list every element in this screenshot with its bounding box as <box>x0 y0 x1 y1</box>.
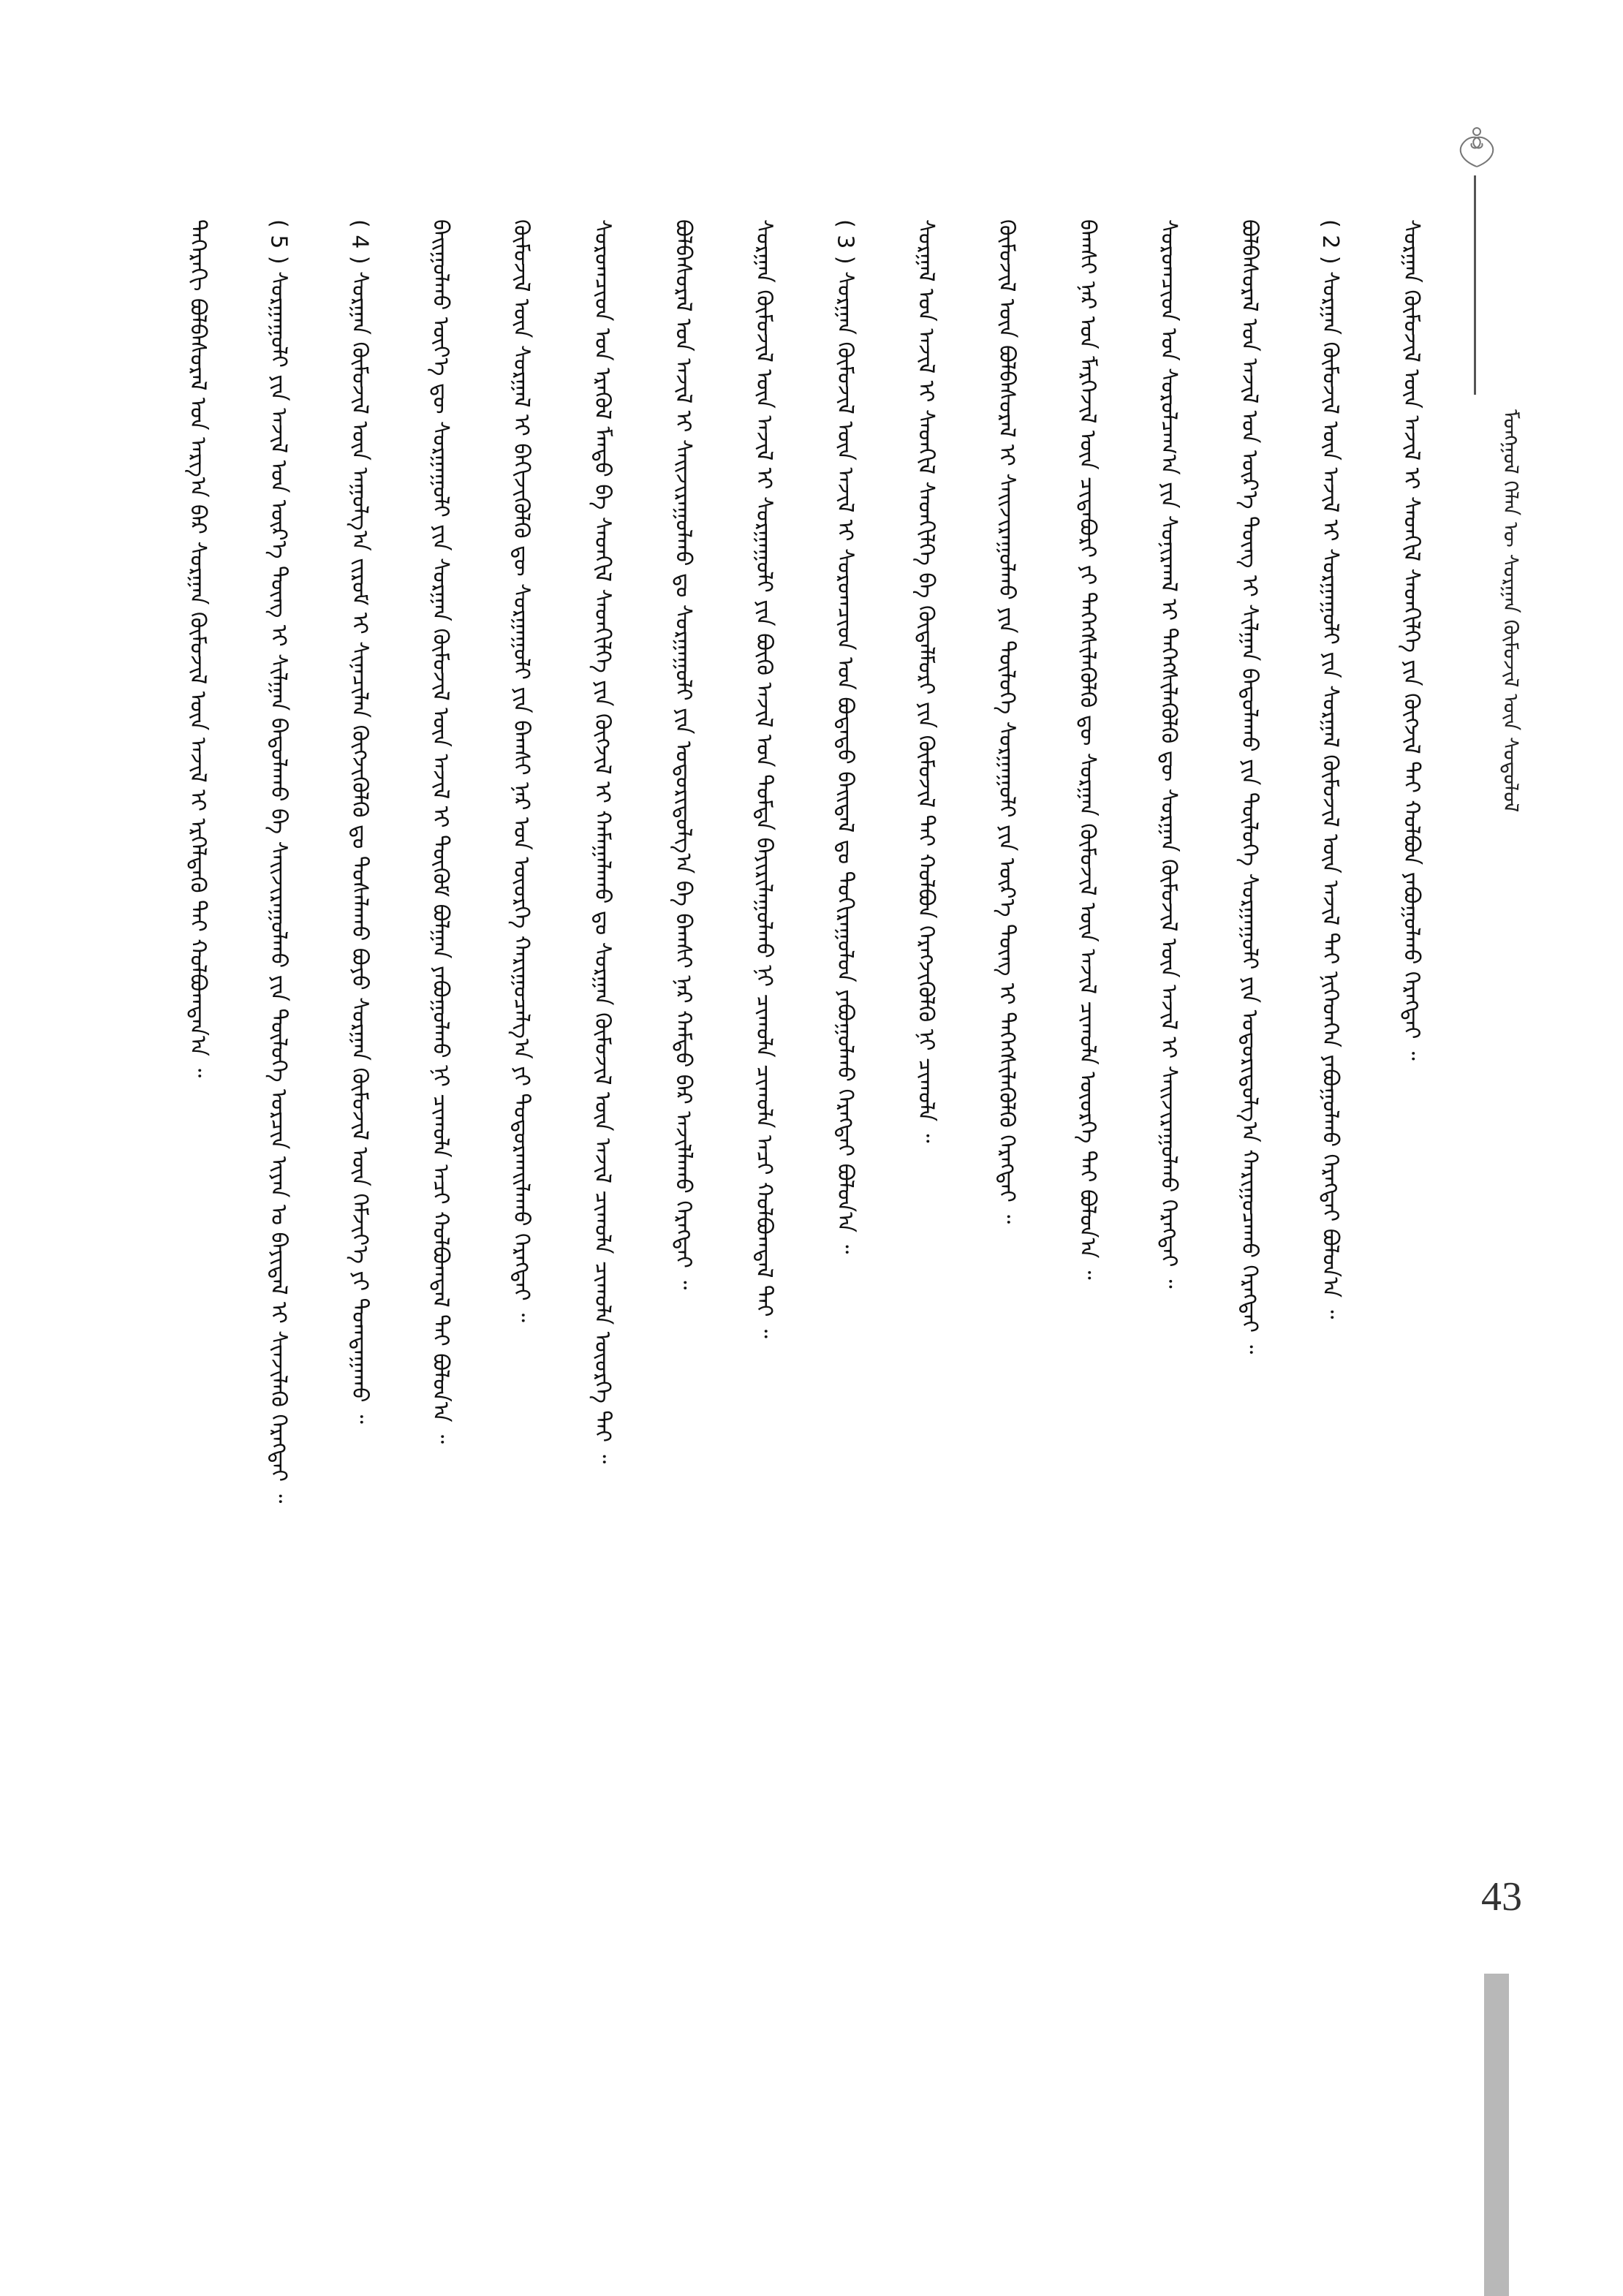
text-column: ᠬᠦᠮᠦᠵᠢᠯ ᠦᠨ ᠪᠣᠯᠪᠠᠰᠤᠷᠠᠯ ᠢ ᠰᠠᠢᠵᠢᠷᠠᠭᠤᠯᠬᠤ ᠶᠢᠨ ᠲᠥᠯᠥᠭᠡ ᠰᠤᠷᠭᠠᠭᠤᠯᠢ ᠶᠢᠨ ᠦᠷ᠎ᠡ ᠳᠦᠩ ᠢ ᠳᠡᠭᠡᠭᠰᠢᠯᠡᠭᠦᠯᠬᠦ ᠬᠡᠷᠡᠭᠲᠡᠢ ᠃ <box>994 219 1020 1224</box>
text-column: ᠬᠦᠮᠦᠵᠢᠯ ᠦᠨ ᠰᠤᠷᠭᠠᠯ ᠢ ᠪᠡᠬᠢᠵᠢᠭᠦᠯᠬᠦ ᠳᠦ ᠰᠤᠷᠭᠠᠭᠤᠯᠢ ᠶᠢᠨ ᠪᠠᠭᠰᠢ ᠨᠠᠷ ᠤᠨ ᠦᠦᠷᠭᠡ ᠬᠠᠷᠢᠭᠤᠴᠠᠯᠭ᠎ᠠ ᠶᠢ ᠲᠣᠳᠤᠷᠬᠠᠢᠯᠠᠬᠤ ᠬᠡᠷᠡᠭᠲᠡᠢ ᠃ <box>508 219 534 1322</box>
text-column: ᠪᠣᠯᠪᠠᠰᠤᠷᠠᠯ ᠤᠨ ᠠᠵᠢᠯ ᠢ ᠰᠠᠢᠵᠢᠷᠠᠭᠤᠯᠬᠤ ᠳᠤ ᠰᠤᠷᠭᠠᠭᠤᠯᠢ ᠶᠢᠨ ᠤᠳᠤᠷᠢᠳᠤᠯᠭ᠎ᠠ ᠪᠠ ᠪᠠᠭᠰᠢ ᠨᠠᠷ ᠬᠠᠮᠲᠤ ᠪᠠᠷ ᠠᠵᠢᠯᠯᠠᠬᠤ ᠬᠡᠷᠡᠭᠲᠡᠢ ᠃ <box>670 219 696 1290</box>
page-number: 43 <box>1481 1874 1522 1920</box>
header-rule <box>1474 175 1476 395</box>
text-column: ᠰᠤᠷᠭᠠᠨ ᠬᠦᠮᠦᠵᠢᠯ ᠦᠨ ᠠᠵᠢᠯ ᠢ ᠰᠤᠷᠭᠠᠭᠤᠯᠢ ᠶᠢᠨ ᠪᠦᠬᠦ ᠠᠵᠢᠯ ᠤᠨ ᠳᠤᠮᠳᠠ ᠪᠠᠶᠢᠷᠢᠯᠠᠭᠤᠯᠬᠤ ᠨᠢ ᠴᠢᠬᠤᠯᠠ ᠴᠢᠬᠤᠯᠠ ᠠᠴᠢ ᠬᠣᠯᠪᠣᠭᠳᠠᠯ ᠲᠠᠢ ᠃ <box>751 219 777 1338</box>
text-column: ᠳᠡᠭᠡᠷᠡᠬᠢ ᠪᠣᠯᠪᠠᠰᠤᠷᠠᠯ ᠤᠨ ᠠᠷᠭ᠎ᠠ ᠪᠠᠷ ᠰᠤᠷᠭᠠᠨ ᠬᠦᠮᠦᠵᠢᠯ ᠦᠨ ᠠᠵᠢᠯ ᠢ ᠡᠷᠭᠡᠯᠳᠡᠬᠦ ᠲᠠᠢ ᠬᠣᠯᠪᠣᠭᠳᠠᠨ᠎ᠠ ᠃ <box>185 219 211 1078</box>
text-column: ᠪᠠᠢᠭᠤᠯᠬᠤ ᠦᠶ᠎ᠡ ᠳᠦ ᠰᠤᠷᠭᠠᠭᠤᠯᠢ ᠶᠢᠨ ᠰᠤᠷᠭᠠᠨ ᠬᠦᠮᠦᠵᠢᠯ ᠦᠨ ᠠᠵᠢᠯ ᠢ ᠳᠦᠭᠦᠮ ᠪᠣᠯᠭᠠᠨ ᠶᠠᠪᠤᠭᠤᠯᠬᠤ ᠨᠢ ᠴᠢᠬᠤᠯᠠ ᠠᠴᠢ ᠬᠣᠯᠪᠣᠭᠳᠠᠯ ᠲᠠᠢ ᠪᠣᠯᠤᠨ᠎ᠠ ᠃ <box>427 219 453 1444</box>
running-title <box>1491 409 1529 1272</box>
text-column: ᠪᠠᠭᠰᠢ ᠨᠠᠷ ᠤᠨ ᠮᠡᠷᠭᠡᠵᠢᠯ ᠦᠨ ᠴᠢᠳᠠᠪᠤᠷᠢ ᠶᠢ ᠳᠡᠭᠡᠭᠰᠢᠯᠡᠭᠦᠯᠬᠦ ᠳᠦ ᠰᠤᠷᠭᠠᠨ ᠬᠦᠮᠦᠵᠢᠯ ᠦᠨ ᠠᠵᠢᠯ ᠴᠢᠬᠤᠯᠠ ᠦᠦᠷᠭᠡ ᠲᠡᠢ ᠪᠣᠯᠤᠨ᠎ᠠ ᠃ <box>1075 219 1101 1280</box>
page-edge-tab <box>1484 1974 1509 2296</box>
text-column: ᠰᠤᠷᠭᠠᠨ ᠬᠦᠮᠦᠵᠢᠯ ᠦᠨ ᠠᠵᠢᠯ ᠢ ᠰᠡᠳᠬᠢᠯ ᠰᠡᠳᠬᠢᠯᠭᠡ ᠶᠢᠨ ᠬᠥᠭᠵᠢᠯ ᠲᠡᠢ ᠬᠣᠯᠪᠣᠨ ᠶᠠᠪᠤᠭᠤᠯᠬᠤ ᠬᠡᠷᠡᠭᠲᠡᠢ ᠃ <box>1398 219 1424 1061</box>
text-column: ᠰᠤᠷᠭᠠᠯ ᠤᠨ ᠠᠵᠢᠯ ᠢ ᠰᠡᠳᠬᠢᠯ ᠰᠡᠳᠬᠢᠯᠭᠡ ᠪᠠ ᠬᠥᠳᠡᠯᠮᠦᠷᠢ ᠶᠢᠨ ᠬᠦᠮᠦᠵᠢᠯ ᠲᠡᠢ ᠬᠣᠯᠪᠣᠨ ᠬᠡᠷᠡᠭᠵᠢᠭᠦᠯᠬᠦ ᠨᠢ ᠴᠢᠬᠤᠯᠠ ᠃ <box>912 219 939 1143</box>
text-column: ( 3 ) ᠰᠤᠷᠭᠠᠨ ᠬᠦᠮᠦᠵᠢᠯ ᠦᠨ ᠠᠵᠢᠯ ᠢ ᠰᠤᠷᠤᠭᠴᠢᠳ ᠤᠨ ᠪᠣᠳᠠᠳᠤ ᠪᠠᠢᠳᠠᠯ ᠳᠤ ᠲᠣᠬᠢᠷᠠᠭᠤᠯᠤᠨ ᠶᠠᠪᠤᠭᠤᠯᠬᠤ ᠬᠡᠷᠡᠭᠲᠡᠢ ᠪᠣᠯᠤᠨ᠎ᠠ ᠃ <box>832 219 858 1254</box>
text-column: ( 2 ) ᠰᠤᠷᠭᠠᠨ ᠬᠦᠮᠦᠵᠢᠯ ᠦᠨ ᠠᠵᠢᠯ ᠢ ᠰᠤᠷᠭᠠᠭᠤᠯᠢ ᠶᠢᠨ ᠰᠤᠷᠭᠠᠯ ᠬᠦᠮᠦᠵᠢᠯ ᠦᠨ ᠠᠵᠢᠯ ᠲᠠᠢ ᠨᠢᠭᠡᠳᠭᠡᠨ ᠶᠠᠪᠤᠭᠤᠯᠬᠤ ᠬᠡᠷᠡᠭᠲᠡᠢ ᠪᠣᠯᠤᠨ᠎ᠠ ᠃ <box>1317 219 1344 1319</box>
text-column: ᠰᠤᠷᠤᠭᠴᠢᠳ ᠤᠨ ᠰᠤᠷᠤᠯᠴᠠᠭ᠎ᠠ ᠶᠢᠨ ᠰᠣᠨᠢᠷᠬᠠᠯ ᠢ ᠳᠡᠭᠡᠭᠰᠢᠯᠡᠭᠦᠯᠬᠦ ᠳᠦ ᠰᠤᠷᠭᠠᠨ ᠬᠦᠮᠦᠵᠢᠯ ᠦᠨ ᠠᠵᠢᠯ ᠢ ᠰᠠᠢᠵᠢᠷᠠᠭᠤᠯᠬᠤ ᠬᠡᠷᠡᠭᠲᠡᠢ ᠃ <box>1155 219 1181 1289</box>
text-column: ( 4 ) ᠰᠤᠷᠭᠠᠨ ᠬᠦᠮᠦᠵᠢᠯ ᠦᠨ ᠠᠭᠤᠯᠭ᠎ᠠ ᠵᠢᠷᠤᠮ ᠢ ᠰᠢᠨᠡᠴᠢᠯᠡᠨ ᠬᠥᠭᠵᠢᠭᠦᠯᠬᠦ ᠳᠤ ᠲᠤᠰᠠᠯᠠᠬᠤ ᠪᠤᠶᠤ ᠰᠤᠷᠭᠠᠨ ᠬᠦᠮᠦᠵᠢᠯ ᠦᠨ ᠬᠡᠮᠵᠢᠶ᠎ᠡ ᠶᠢ ᠲᠣᠭᠲᠠᠭᠠᠬᠤ ᠃ <box>347 219 373 1424</box>
body-text <box>183 219 1426 2091</box>
text-column: ( 5 ) ᠰᠤᠷᠭᠠᠭᠤᠯᠢ ᠶᠢᠨ ᠠᠵᠢᠯ ᠤᠨ ᠦᠷ᠎ᠡ ᠳᠦᠩ ᠢ ᠰᠢᠯᠭᠠᠨ ᠪᠠᠲᠤᠯᠠᠬᠤ ᠪᠠ ᠰᠠᠢᠵᠢᠷᠠᠭᠤᠯᠬᠤ ᠶᠢᠨ ᠲᠥᠯᠥᠭᠡ ᠣᠷᠴᠢᠨ ᠢᠶᠡᠨ ᠤ ᠪᠠᠶᠢᠳᠠᠯ ᠢ ᠰᠢᠨᠵᠢᠯᠡᠬᠦ ᠬᠡᠷᠡᠭᠲᠡᠢ ᠃ <box>265 219 292 1504</box>
text-column: ᠰᠤᠷᠤᠭᠴᠢᠳ ᠤᠨ ᠡᠷᠡᠭᠦᠯ ᠮᠡᠨᠳᠦ ᠪᠠ ᠰᠡᠳᠬᠢᠯ ᠰᠡᠳᠬᠢᠯᠭᠡ ᠶᠢᠨ ᠬᠥᠭᠵᠢᠯ ᠢ ᠬᠠᠮᠠᠭᠠᠯᠠᠬᠤ ᠳᠤ ᠰᠤᠷᠭᠠᠨ ᠬᠦᠮᠦᠵᠢᠯ ᠦᠨ ᠠᠵᠢᠯ ᠴᠢᠬᠤᠯᠠ ᠴᠢᠬᠤᠯᠠ ᠦᠦᠷᠭᠡ ᠲᠡᠢ ᠃ <box>589 219 616 1464</box>
text-column: ᠪᠣᠯᠪᠠᠰᠤᠷᠠᠯ ᠤᠨ ᠠᠵᠢᠯ ᠤᠨ ᠦᠷ᠎ᠡ ᠳᠦᠩ ᠢ ᠰᠢᠯᠭᠠᠨ ᠪᠠᠲᠤᠯᠠᠬᠤ ᠶᠢᠨ ᠲᠥᠯᠥᠭᠡ ᠰᠤᠷᠭᠠᠭᠤᠯᠢ ᠶᠢᠨ ᠤᠳᠤᠷᠢᠳᠤᠯᠭ᠎ᠠ ᠬᠠᠷᠢᠭᠤᠴᠠᠬᠤ ᠬᠡᠷᠡᠭᠲᠡᠢ ᠃ <box>1236 219 1263 1355</box>
running-title-text: ᠮᠣᠩᠭᠣᠯ ᠬᠡᠯᠡᠨ ᠦ ᠰᠤᠷᠭᠠᠨ ᠬᠦᠮᠦᠵᠢᠯ ᠦᠨ ᠰᠤᠳᠤᠯᠤᠯ <box>1499 409 1523 813</box>
ornament-icon <box>1448 124 1506 168</box>
